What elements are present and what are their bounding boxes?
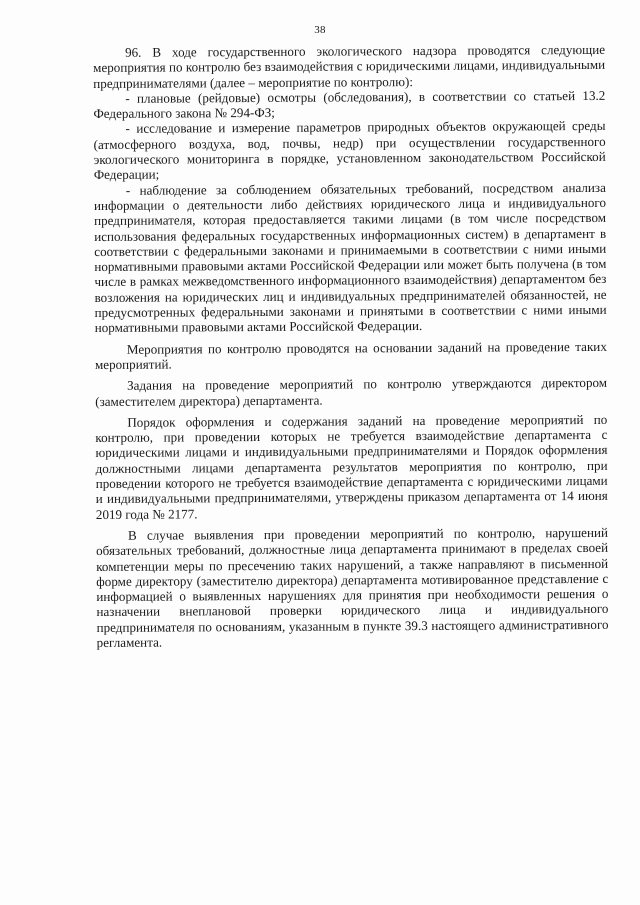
document-body bbox=[93, 42, 609, 650]
page-number: 38 bbox=[314, 24, 326, 36]
list-item-environmental-measurements: - исследование и измерение параметров природных объектов окружающей среды (атмосферного воздуха, вод, почвы, недр) при осуществлении государственного экологического мониторинга в порядке, установленном законодательством Российской Федерации; bbox=[93, 118, 606, 183]
paragraph-basis-of-measures: Мероприятия по контролю проводятся на основании заданий на проведение таких мероприятий. bbox=[94, 338, 607, 372]
paragraph-violations-response: В случае выявления при проведении мероприятий по контролю, нарушений обязательных требований, должностные лица департамента принимают в пределах своей компетенции меры по пресечению таких нарушений, а также направляют в письменной форме директору (заместителю директора) департамента мотивированное представление с информацией о выявленных нарушениях для принятия при необходимости решения о назначении внеплановой проверки юридического лица и индивидуального предпринимателя по основаниям, указанным в пункте 39.3 настоящего административного регламента. bbox=[96, 524, 609, 650]
list-item-compliance-monitoring: - наблюдение за соблюдением обязательных требований, посредством анализа информации о деятельности либо действиях юридического лица и индивидуального предпринимателя, которая предоставляется такими лицами (в том числе посредством использования федеральных государственных информационных систем) в департамент в соответствии с федеральными законами и принимаемыми в соответствии с ними иными нормативными правовыми актами Российской Федерации или может быть получена (в том числе в рамках межведомственного информационного взаимодействия) департаментом без возложения на юридических лиц и индивидуальных предпринимателей обязанностей, не предусмотренных федеральными законами и принятыми в соответствии с ними иными нормативными правовыми актами Российской Федерации. bbox=[93, 179, 607, 336]
paragraph-item-96: 96. В ходе государственного экологического надзора проводятся следующие мероприятия по контролю без взаимодействия с юридическими лицами, индивидуальными предпринимателями (далее – мероприятие по контролю): bbox=[93, 41, 606, 91]
paragraph-procedure-order: Порядок оформления и содержания заданий на проведение мероприятий по контролю, при проведении которых не требуется взаимодействие департамента с юридическими лицами и индивидуальными предпринимателями и Порядок оформления должностными лицами департамента результатов мероприятия по контролю, при проведении которого не требуется взаимодействие департамента с юридическими лицами и индивидуальными предпринимателями, утверждены приказом департамента от 14 июня 2019 года № 2177. bbox=[95, 411, 608, 522]
list-item-planned-inspections: - плановые (рейдовые) осмотры (обследования), в соответствии со статьей 13.2 Федерального закона № 294-ФЗ; bbox=[93, 87, 606, 122]
paragraph-task-approval: Задания на проведение мероприятий по контролю утверждаются директором (заместителем директора) департамента. bbox=[95, 375, 608, 409]
